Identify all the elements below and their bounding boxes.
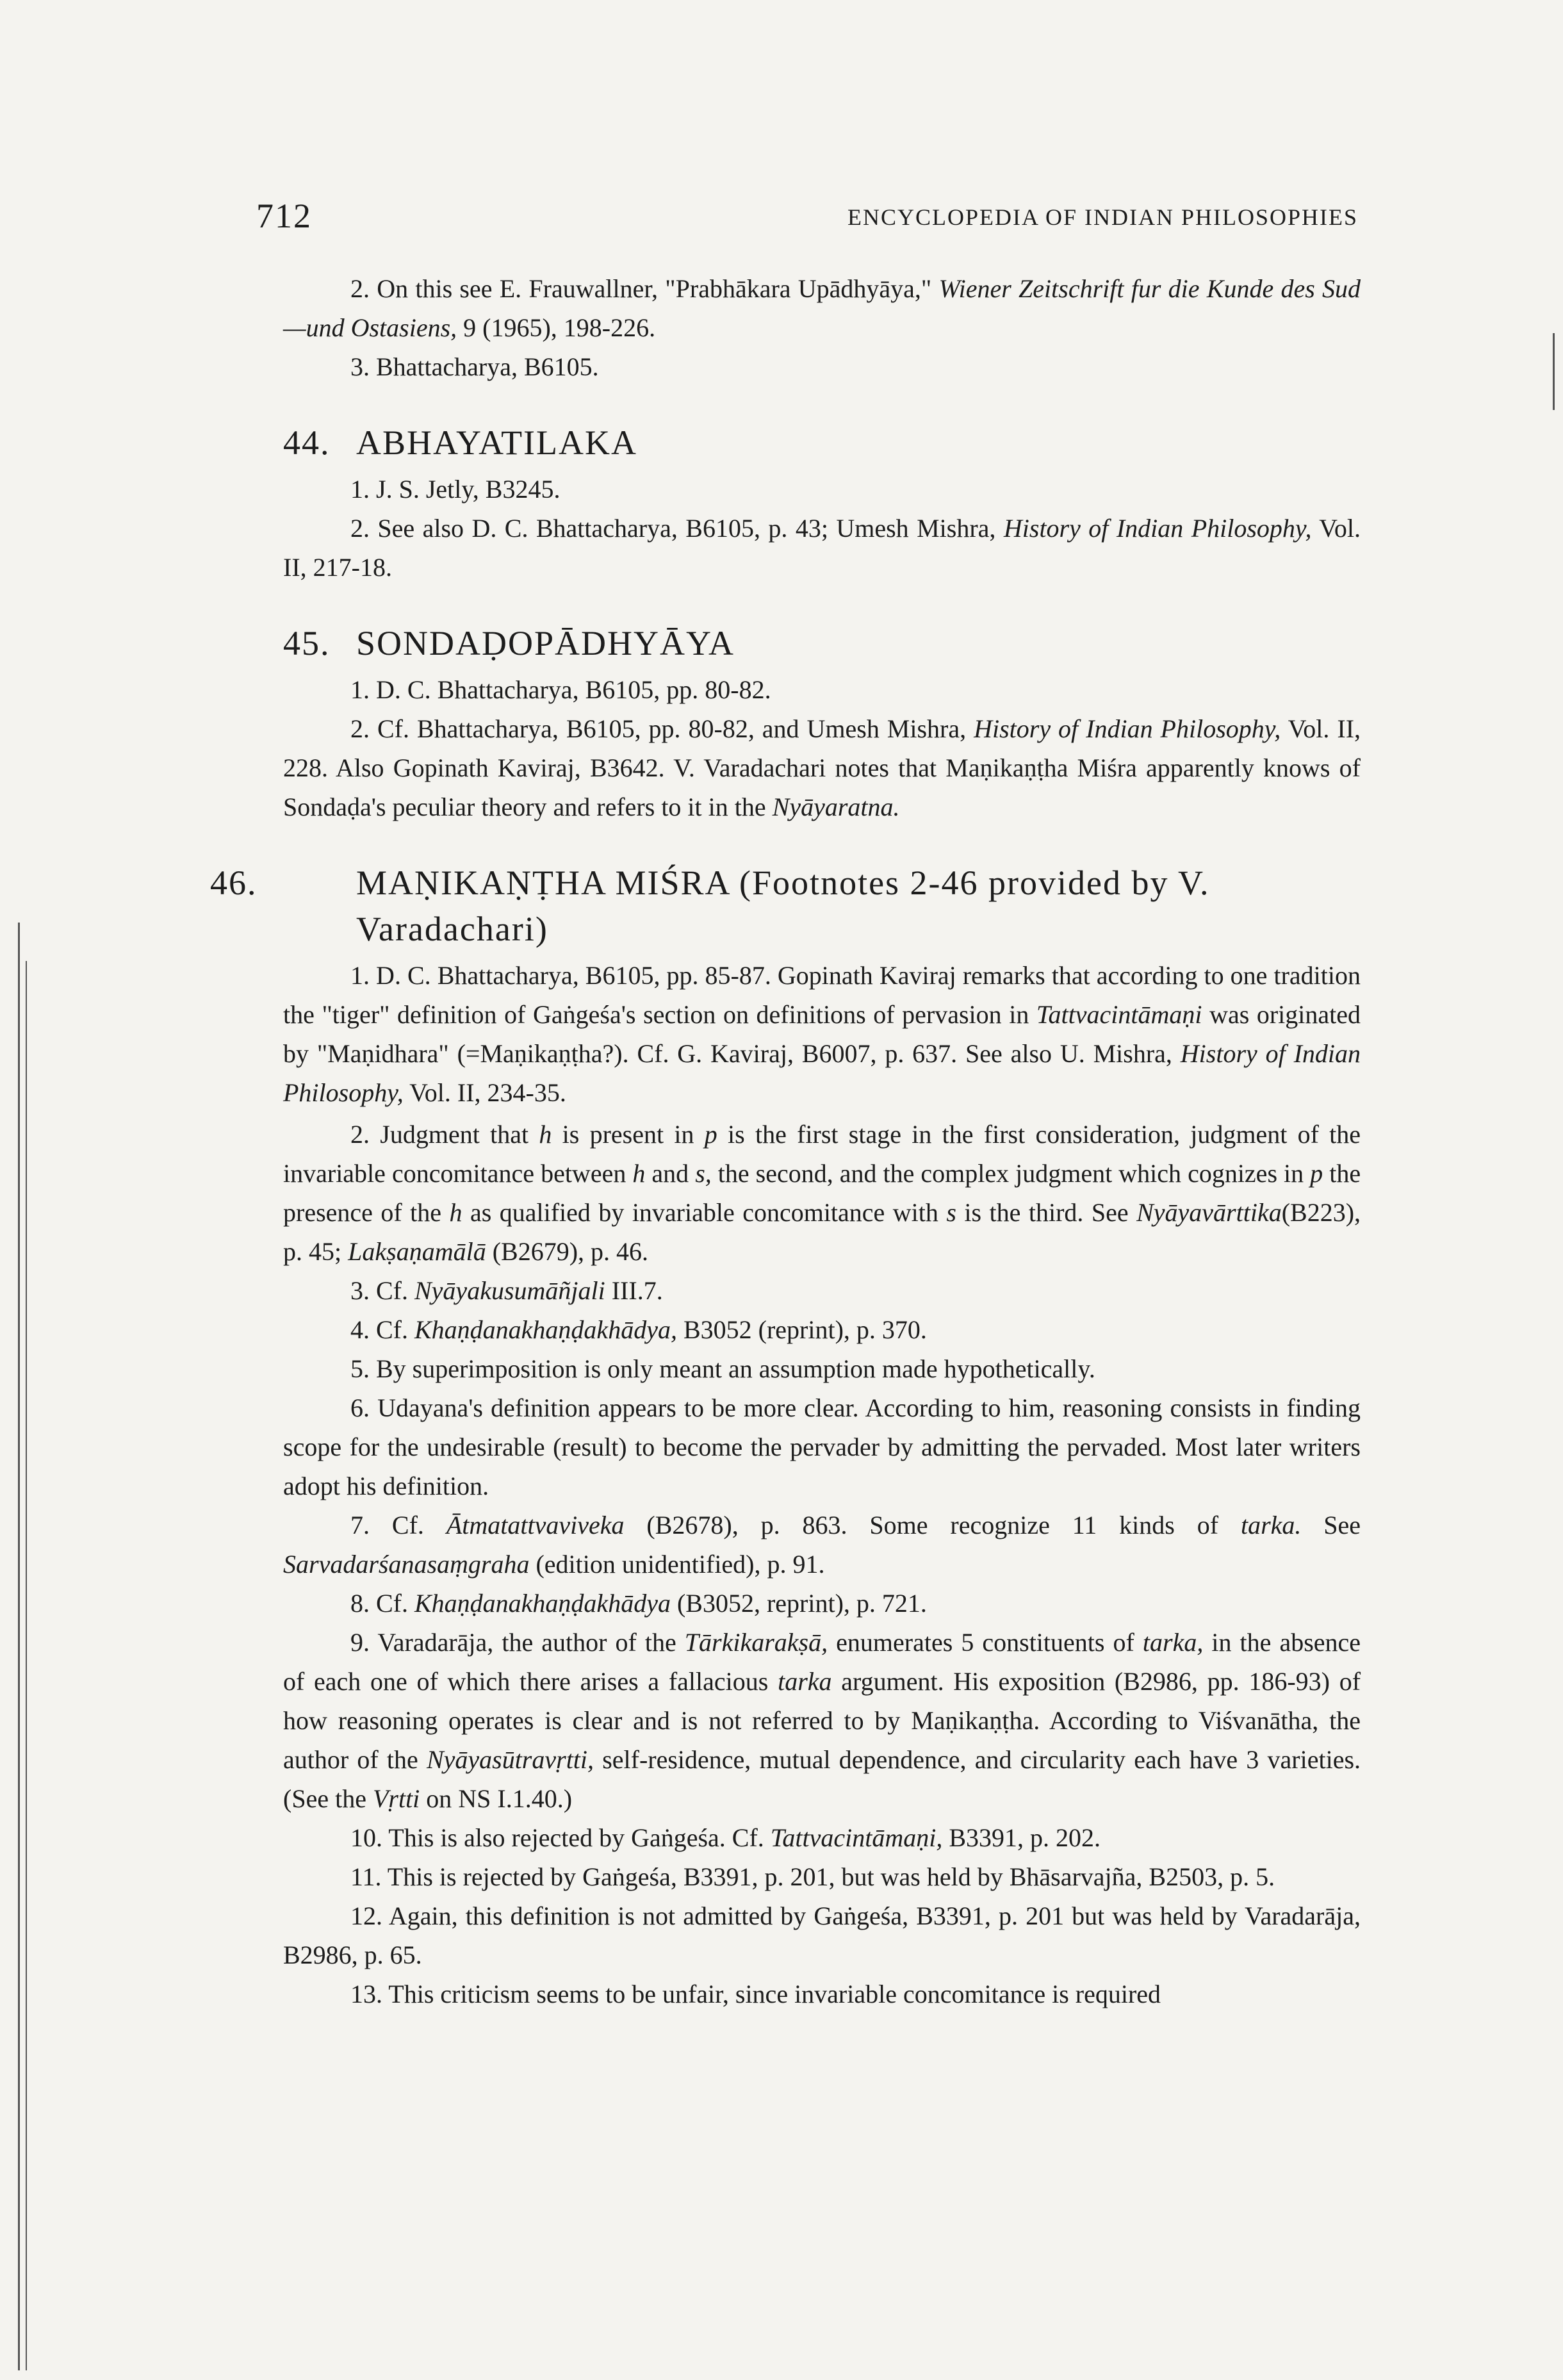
note-text: (B2678), p. 863. Some recognize 11 kinds of (646, 1511, 1219, 1539)
term: h (632, 1159, 646, 1188)
book-title: Khaṇḍanakhaṇḍakhādya, (414, 1315, 677, 1344)
note-text: 2. Judgment that (350, 1120, 529, 1149)
book-title: Nyāyakusumāñjali (414, 1276, 605, 1305)
note-3 (283, 1271, 1361, 1310)
section-number: 44. (283, 423, 331, 462)
note-text: (B223), p. 45; (283, 1198, 1361, 1266)
note-1: 1. J. S. Jetly, B3245. (350, 475, 561, 504)
book-title: History of Indian Philosophy, (283, 1039, 1361, 1107)
note-text: 3. Cf. (350, 1276, 408, 1305)
note-text: 8. Cf. (350, 1589, 408, 1618)
section-heading (210, 860, 1361, 952)
note-text: and (651, 1159, 689, 1188)
note-text: B3391, p. 202. (949, 1823, 1101, 1852)
book-title: Ātmatattvaviveka (446, 1511, 625, 1539)
term: s, (695, 1159, 712, 1188)
book-title: Tārkikarakṣā, (684, 1628, 828, 1657)
note-text: the presence of the (283, 1159, 1361, 1227)
note-text: is present in (562, 1120, 694, 1149)
note-2 (283, 1115, 1361, 1271)
journal-title: Wiener Zeitschrift fur die Kunde des Sud—und Ostasiens, (283, 274, 1361, 342)
note-text: Vol. II, 217-18. (283, 514, 1361, 582)
note-prev-3 (283, 347, 1361, 386)
note-text: B3052 (reprint), p. 370. (683, 1315, 927, 1344)
note-10 (283, 1818, 1361, 1857)
right-edge-line (1553, 333, 1555, 410)
note-text: is the first stage in the first consideration, judgment of the invariable concomitance between (283, 1120, 1361, 1188)
note-8 (283, 1584, 1361, 1623)
section-heading (283, 620, 1361, 666)
term: p (704, 1120, 717, 1149)
note-text: On this see E. Frauwallner, "Prabhākara Upādhyāya," (377, 274, 932, 303)
note-12: 12. Again, this definition is not admitted by Gaṅgeśa, B3391, p. 201 but was held by Varadarāja, B2986, p. 65. (283, 1901, 1361, 1969)
note-text: III.7. (611, 1276, 663, 1305)
note-4 (283, 1310, 1361, 1349)
binding-edge-line (26, 961, 27, 2370)
book-title: Lakṣaṇamālā (348, 1237, 486, 1266)
section-44 (283, 420, 1361, 587)
note-2 (283, 509, 1361, 587)
note-text: 4. Cf. (350, 1315, 408, 1344)
note-text: self-residence, mutual dependence, and circularity each have 3 varieties. (See the (283, 1745, 1361, 1813)
term: h (449, 1198, 462, 1227)
term: p (1310, 1159, 1323, 1188)
note-text: was originated by "Maṇidhara" (=Maṇikaṇṭha?). Cf. G. Kaviraj, B6007, p. 637. See also U. Mishra, (283, 1000, 1361, 1068)
book-title: Sarvadarśanasaṃgraha (283, 1550, 530, 1579)
note-text: as qualified by invariable concomitance with (470, 1198, 938, 1227)
note-1: 1. D. C. Bhattacharya, B6105, pp. 80-82. (350, 675, 771, 704)
section-title: SONDAḌOPĀDHYĀYA (356, 624, 735, 662)
note-text: 7. Cf. (350, 1511, 424, 1539)
note-text: is the third. See (964, 1198, 1129, 1227)
note-text: 3. (350, 352, 370, 381)
note-text: 2. (350, 274, 370, 303)
book-title: Nyāyaratna. (772, 792, 900, 821)
section-number: 45. (283, 624, 331, 662)
book-title: Tattvacintāmaṇi (1036, 1000, 1202, 1029)
book-title: Vṛtti (372, 1784, 420, 1813)
note-text: Vol. II, 234-35. (409, 1078, 566, 1107)
section-heading (283, 420, 1361, 466)
term: s (946, 1198, 956, 1227)
binding-edge-line (18, 923, 20, 2370)
note-text: on NS I.1.40.) (426, 1784, 573, 1813)
section-title: ABHAYATILAKA (356, 423, 638, 462)
page-header (256, 196, 1358, 241)
note-6: 6. Udayana's definition appears to be more clear. According to him, reasoning consists in finding scope for the undesirable (result) to become the pervader by admitting the pervaded. Most later writers adopt his definition. (283, 1393, 1361, 1500)
term: tarka, (1142, 1628, 1204, 1657)
note-text: Vol. II, 228. Also Gopinath Kaviraj, B3642. V. Varadachari notes that Maṇikaṇṭha Miśra apparently knows of Sondaḍa's peculiar theory and refers to it in the (283, 714, 1361, 821)
note-text: 2. Cf. Bhattacharya, B6105, pp. 80-82, and Umesh Mishra, (350, 714, 967, 743)
note-2 (283, 709, 1361, 826)
note-text: See (1323, 1511, 1361, 1539)
note-text: argument. His exposition (B2986, pp. 186-93) of how reasoning operates is clear and is not referred to by Maṇikaṇṭha. According to Viśvanātha, the author of the (283, 1667, 1361, 1774)
section-46 (210, 860, 1361, 2014)
book-title: Tattvacintāmaṇi, (770, 1823, 943, 1852)
note-1 (283, 956, 1361, 1112)
page-number: 712 (256, 197, 312, 235)
term: tarka (778, 1667, 832, 1696)
section-45 (283, 620, 1361, 826)
note-text: (B2679), p. 46. (492, 1237, 649, 1266)
note-13: 13. This criticism seems to be unfair, since invariable concomitance is required (350, 1980, 1161, 2008)
section-title: MAṆIKAṆṬHA MIŚRA (Footnotes 2-46 provided by V. Varadachari) (356, 864, 1210, 948)
note-text: enumerates 5 constituents of (836, 1628, 1134, 1657)
book-title: History of Indian Philosophy, (974, 714, 1281, 743)
note-text: the second, and the complex judgment which cognizes in (717, 1159, 1304, 1188)
book-title: Nyāyasūtravṛtti, (426, 1745, 594, 1774)
book-title: History of Indian Philosophy, (1003, 514, 1312, 543)
note-prev-2 (283, 269, 1361, 347)
note-text: 10. This is also rejected by Gaṅgeśa. Cf. (350, 1823, 764, 1852)
note-text: (edition unidentified), p. 91. (536, 1550, 825, 1579)
note-text: (B3052, reprint), p. 721. (676, 1589, 927, 1618)
page-content (210, 269, 1361, 2014)
running-head: ENCYCLOPEDIA OF INDIAN PHILOSOPHIES (847, 204, 1358, 230)
note-5: 5. By superimposition is only meant an assumption made hypothetically. (350, 1354, 1095, 1383)
book-title: Nyāyavārttika (1136, 1198, 1282, 1227)
note-7 (283, 1506, 1361, 1584)
note-text: 2. See also D. C. Bhattacharya, B6105, p. 43; Umesh Mishra, (350, 514, 996, 543)
note-9 (283, 1623, 1361, 1818)
note-text: 9. Varadarāja, the author of the (350, 1628, 676, 1657)
term: h (539, 1120, 552, 1149)
note-11: 11. This is rejected by Gaṅgeśa, B3391, p. 201, but was held by Bhāsarvajña, B2503, p. 5. (350, 1862, 1275, 1891)
note-text: 1. D. C. Bhattacharya, B6105, pp. 85-87. Gopinath Kaviraj remarks that according to one tradition the "tiger" definition of Gaṅgeśa's section on definitions of pervasion in (283, 961, 1361, 1029)
book-title: Khaṇḍanakhaṇḍakhādya (414, 1589, 671, 1618)
note-text: in the absence of each one of which there arises a fallacious (283, 1628, 1361, 1696)
note-text: Bhattacharya, B6105. (376, 352, 599, 381)
note-text: 9 (1965), 198-226. (463, 313, 656, 342)
term: tarka. (1240, 1511, 1302, 1539)
section-number: 46. (210, 864, 258, 902)
